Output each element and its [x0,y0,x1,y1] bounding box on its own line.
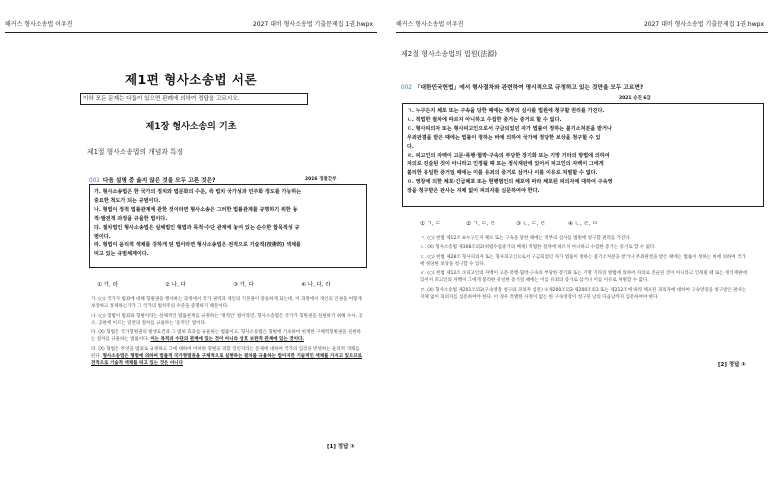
instruction-notice: 이하 모든 문제는 다툼이 있으면 판례에 의하여 정답을 고르시오. [80,93,308,105]
statement-line: ㅁ. 영장에 의한 체포·긴급체포 또는 현행범인의 체포에 따라 체포된 피의자에 대하여 구속영 [407,179,613,186]
statement-line: 다. [407,143,414,150]
answer-choices [420,219,620,227]
question-stem [401,82,643,91]
explanation-text: 다. (X) 형법은 국가형벌권의 발생요건과 그 범위 효과를 규율하는 법률이고, 형사소송법은 형벌에 기초하여 현재한 구체적형벌권을 실현하는 절차를 규율하는 법률이다. [91,330,361,343]
explanation-item: 가. (○) 국가가 범죄에 대해 형벌권을 행사하는 과정에서 국가 권력과 개인의 기본권이 충돌하게 되는데, 이 과정에서 개인의 인권을 어떻게 보장하고 통제하는가가 그 국가의 법치주의 수준을 증명하기 때문이다. [91,297,362,310]
chapter-title: 제1장 형사소송의 기초 [145,122,237,132]
question-text: 다음 설명 중 옳지 않은 것을 모두 고른 것은? [102,178,216,184]
choice-1[interactable]: ① 가, 라 [97,282,118,288]
question-number: 002 [401,85,412,91]
statement-box [89,184,367,268]
statement-line: 불리한 유일한 증거일 때에는 이를 유죄의 증거로 삼거나 이를 이유로 처벌할 수 없다. [407,170,598,177]
explanation-item: ㄷ. (○) 헌법 제28조 형사피의자 또는 형사피고인으로서 구금되었던 자가 법률이 정하는 불기소처분을 받거나 무죄판결을 받은 때에는 법률이 정하는 바에 의하여 국가에 정당한 보상을 청구할 수 있다. [420,254,746,267]
statement-line: 가. 형사소송법은 한 국가의 정치와 법문화의 수준, 즉 법치 국가성과 민주화 정도를 가능하는 [94,189,302,195]
choice-2[interactable]: ② ㄱ, ㄷ, ㄹ [466,221,496,227]
explanation-underline: 이는 목적과 수단의 관계에 있는 것이 아니라 상호 보완적 관계에 있는 것이다. [150,337,305,343]
statement-line: 자의로 진술된 것이 아니라고 인정될 때 또는 정식재판에 있어서 피고인의 자백이 그에게 [407,161,604,168]
explanation-item: ㄴ. (X) 형사소송법 제308조의2(위법수집증거의 배제) 적법한 절차에 따르지 아니하고 수집한 증거는 증거로 할 수 없다. [420,245,656,251]
page-header [396,18,768,33]
statement-line: ㄷ. 형사피의자 또는 형사피고인으로서 구금되었던 자가 법률이 정하는 불기소처분을 받거나 [407,125,612,132]
choice-3[interactable]: ③ ㄴ, ㄷ, ㄹ [516,221,546,227]
section-title: 제1절 형사소송법의 개념과 특징 [87,148,184,156]
explanation-item [91,346,363,368]
header-author: 해커스 형사소송법 이우진 [5,21,73,28]
statement-line: 장을 청구받은 판사는 지체 없이 피의자를 심문하여야 한다. [407,188,540,195]
answer-choices [97,280,369,288]
statement-box [402,103,764,207]
choice-1[interactable]: ① ㄱ, ㄷ [420,221,441,227]
page-header [5,18,377,33]
right-page [396,0,768,480]
explanation-text: 라. (X) 형법은 무엇을 범죄로 규정하고 그에 대하여 어떠한 형벌을 과할 것인지라는 문제에 대하여 국가의 입장을 반영하는 윤리적 색채를 띤다. [91,346,360,359]
question-source: 2021 승진 6급 [619,96,651,101]
explanation-underline: 형사소송법은 형벌에 의하여 법률적 국가형벌권을 구체적으로 실현하는 절차를 규율하는 법이지만 기술적인 색채를 가지고 있으므로 전적으로 기술적 색채를 띠고 있는 것은 아니다 [91,353,363,367]
statement-line: 나. 형법이 정적 법률관계에 관한 것이라면 형사소송은 그러한 법률관계를 규명하기 위한 동 [94,206,298,213]
explanation-item [91,329,363,344]
statement-line: ㄹ. 피고인의 자백이 고문·폭행·협박·구속의 부당한 장기화 또는 기망 기타의 방법에 의하여 [407,152,610,159]
explanation-item: ㄱ. (○) 헌법 제12조 ⑥누구든지 체포 또는 구속을 당한 때에는 적부의 심사를 법원에 청구할 권리를 가진다. [420,236,632,241]
header-filename: 2027 대비 형사소송법 기출문제집 1권.hwpx [643,21,764,28]
explanation-item: 나. (○) 형법이 범죄와 형벌이라는 실체적인 법률관계를 규정하는 '정적인' 법이라면, 형사소송법은 국가가 형벌권을 실현하기 위해 수사, 공소, 공판에 이르는 일련의 절차를 규율하는 '동적인' 법이다. [91,313,363,326]
question-number: 001 [89,178,100,184]
question-source: 2016 경찰간부 [305,177,337,182]
statement-line: ㄴ. 적법한 절차에 따르지 아니하고 수집한 증거는 증거로 할 수 없다. [407,116,562,123]
statement-line: 라. 형법이 윤리적 색채를 강하게 띤 법이라면 형사소송법은 전적으로 기술적(技術的) 색채를 [94,242,301,249]
header-author: 해커스 형사소송법 이우진 [396,21,464,28]
choice-4[interactable]: ④ 나, 다, 라 [301,282,331,288]
explanation-item: ㅁ. (X) 형사소송법 제201조의2(구속영장 청구와 피의자 심문) ①제200조의2·제200조의3 또는 제212조에 따라 체포된 피의자에 대하여 구속영장을 청구받은 판사는 지체 없이 피의자를 심문하여야 한다. 이 경우 특별한 사정이 없는 한 구속영장이 청구된 날의 다음날까지 심문하여야 한다. [420,287,747,300]
statement-line: 무죄판결을 받은 때에는 법률이 정하는 바에 의하여 국가에 정당한 보상을 청구할 수 있 [407,134,601,141]
left-page [5,0,377,480]
statement-line: ㄱ. 누구든지 체포 또는 구속을 당한 때에는 적부의 심사를 법원에 청구할 권리를 가진다. [407,108,605,114]
statement-line: 다. 절차법인 형사소송법은 실체법인 형법과 목적·수단 관계에 놓여 있는 순수한 합목적성 규 [94,224,300,231]
header-filename: 2027 대비 형사소송법 기출문제집 1권.hwpx [252,21,373,28]
choice-4[interactable]: ④ ㄴ, ㄹ, ㅁ [568,221,598,227]
statement-line: 적·발전적 과정을 규율한 법이다. [94,215,168,222]
explanation [91,296,363,370]
section-title: 제2절 형사소송법의 법원(法源) [401,50,497,58]
choice-3[interactable]: ③ 가, 다 [233,282,254,288]
choice-2[interactable]: ② 나, 다 [165,282,186,288]
question-text: 「대한민국헌법」에서 형사절차와 관련하여 명시적으로 규정하고 있는 것만을 모두 고르면? [414,85,644,91]
answer-key: [2] 정답 ① [718,362,746,368]
answer-key: [1] 정답 ① [327,444,355,450]
part-title: 제1편 형사소송법 서론 [124,72,258,87]
explanation [420,235,750,303]
statement-line: 중요한 척도가 되는 규범이다. [94,197,161,204]
statement-line: 띠고 있는 규범체계이다. [94,251,149,258]
question-stem [89,175,215,184]
explanation-item: ㄹ. (○) 헌법 제12조 ⑦피고인의 자백이 고문·폭행·협박·구속의 부당한 장기화 또는 기망 기타의 방법에 의하여 자의로 진술된 것이 아니라고 인정될 때 또는 정식재판에 있어서 피고인의 자백이 그에게 불리한 유일한 증거일 때에는 이를 유죄의 증거로 삼거나 이를 이유로 처벌할 수 없다. [420,271,747,284]
statement-line: 범이다. [94,233,111,240]
